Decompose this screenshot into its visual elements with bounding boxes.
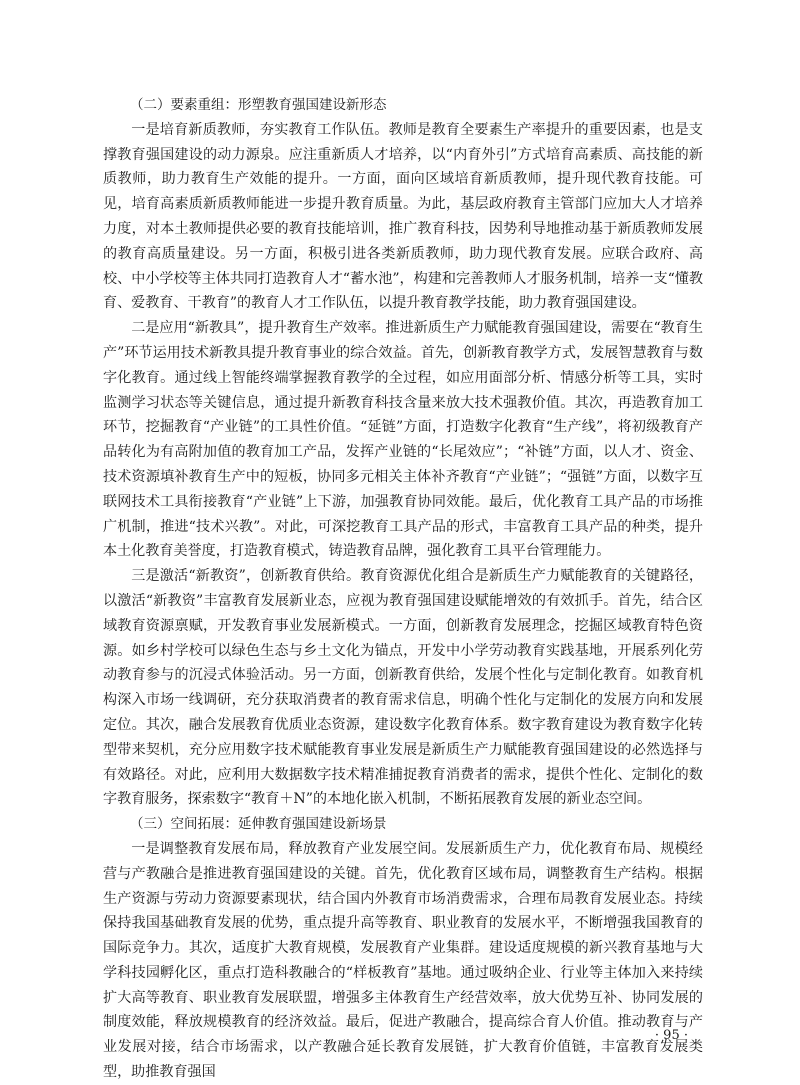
page-number: · 95 · — [654, 1028, 688, 1043]
paragraph-teachers: 一是培育新质教师，夯实教育工作队伍。教师是教育全要素生产率提升的重要因素，也是支撑教育强国建设的动力源泉。应注重新质人才培养，以“内育外引”方式培育高素质、高技能的新质教师，助力教育生产效能的提升。一方面，面向区域培育新质教师，提升现代教育技能。可见，培育高素质新质教师能进一步提升教育质量。为此，基层政府教育主管部门应加大人才培养力度，对本土教师提供必要的教育技能培训，推广教育科技，因势利导地推动基于新质教师发展的教育高质量建设。另一方面，积极引进各类新质教师，助力现代教育发展。应联合政府、高校、中小学校等主体共同打造教育人才“蓄水池”，构建和完善教师人才服务机制，培养一支“懂教育、爱教育、干教育”的教育人才工作队伍，以提升教育教学技能，助力教育强国建设。 — [103, 121, 703, 312]
paragraph-education-layout: 一是调整教育发展布局，释放教育产业发展空间。发展新质生产力，优化教育布局、规模经营与产教融合是推进教育强国建设的关键。首先，优化教育区域布局，调整教育生产结构。根据生产资源与劳动力资源要素现状，结合国内外教育市场消费需求，合理布局教育发展业态。持续保持我国基础教育发展的优势，重点提升高等教育、职业教育的发展水平，不断增强我国教育的国际竞争力。其次，适度扩大教育规模，发展教育产业集群。建设适度规模的新兴教育基地与大学科技园孵化区，重点打造科教融合的“样板教育”基地。通过吸纳企业、行业等主体加入来持续扩大高等教育、职业教育发展联盟，增强多主体教育生产经营效率，放大优势互补、协同发展的制度效能，释放规模教育的经济效益。最后，促进产教融合，提高综合育人价值。推动教育与产业发展对接，结合市场需求，以产教融合延长教育发展链，扩大教育价值链，丰富教育发展类型，助推教育强国 — [103, 840, 703, 1081]
section-heading-3: （三）空间拓展：延伸教育强国建设新场景 — [130, 816, 387, 833]
document-page — [103, 93, 703, 1085]
section-heading-2: （二）要素重组：形塑教育强国建设新形态 — [130, 97, 387, 113]
paragraph-teaching-tools: 二是应用“新教具”，提升教育生产效率。推进新质生产力赋能教育强国建设，需要在“教育生产”环节运用技术新教具提升教育事业的综合效益。首先，创新教育教学方式，发展智慧教育与数字化教育。通过线上智能终端掌握教育教学的全过程，如应用面部分析、情感分析等工具，实时监测学习状态等关键信息，通过提升新教育科技含量来放大技术强教价值。其次，再造教育加工环节，挖掘教育“产业链”的工具性价值。“延链”方面，打造数字化教育“生产线”，将初级教育产品转化为有高附加值的教育加工产品，发挥产业链的“长尾效应”；“补链”方面，以人才、资金、技术资源填补教育生产中的短板，协同多元相关主体补齐教育“产业链”；“强链”方面，以数字互联网技术工具衔接教育“产业链”上下游，加强教育协同效能。最后，优化教育工具产品的市场推广机制，推进“技术兴教”。对此，可深挖教育工具产品的形式，丰富教育工具产品的种类，提升本土化教育美誉度，打造教育模式，铸造教育品牌，强化教育工具平台管理能力。 — [103, 320, 703, 560]
paragraph-teaching-resources: 三是激活“新教资”，创新教育供给。教育资源优化组合是新质生产力赋能教育的关键路径，以激活“新教资”丰富教育发展新业态，应视为教育强国建设赋能增效的有效抓手。首先，结合区域教育资源禀赋，开发教育事业发展新模式。一方面，创新教育发展理念，挖掘区域教育特色资源。如乡村学校可以绿色生态与乡土文化为锚点，开发中小学劳动教育实践基地，开展系列化劳动教育参与的沉浸式体验活动。另一方面，创新教育供给，发展个性化与定制化教育。如教育机构深入市场一线调研，充分获取消费者的教育需求信息，明确个性化与定制化的发展方向和发展定位。其次，融合发展教育优质业态资源，建设数字化教育体系。数字教育建设为教育数字化转型带来契机，充分应用数字技术赋能教育事业发展是新质生产力赋能教育强国建设的必然选择与有效路径。对此，应利用大数据数字技术精准捕捉教育消费者的需求，提供个性化、定制化的数字教育服务，探索数字“教育＋N”的本地化嵌入机制，不断拓展教育发展的新业态空间。 — [103, 568, 703, 808]
